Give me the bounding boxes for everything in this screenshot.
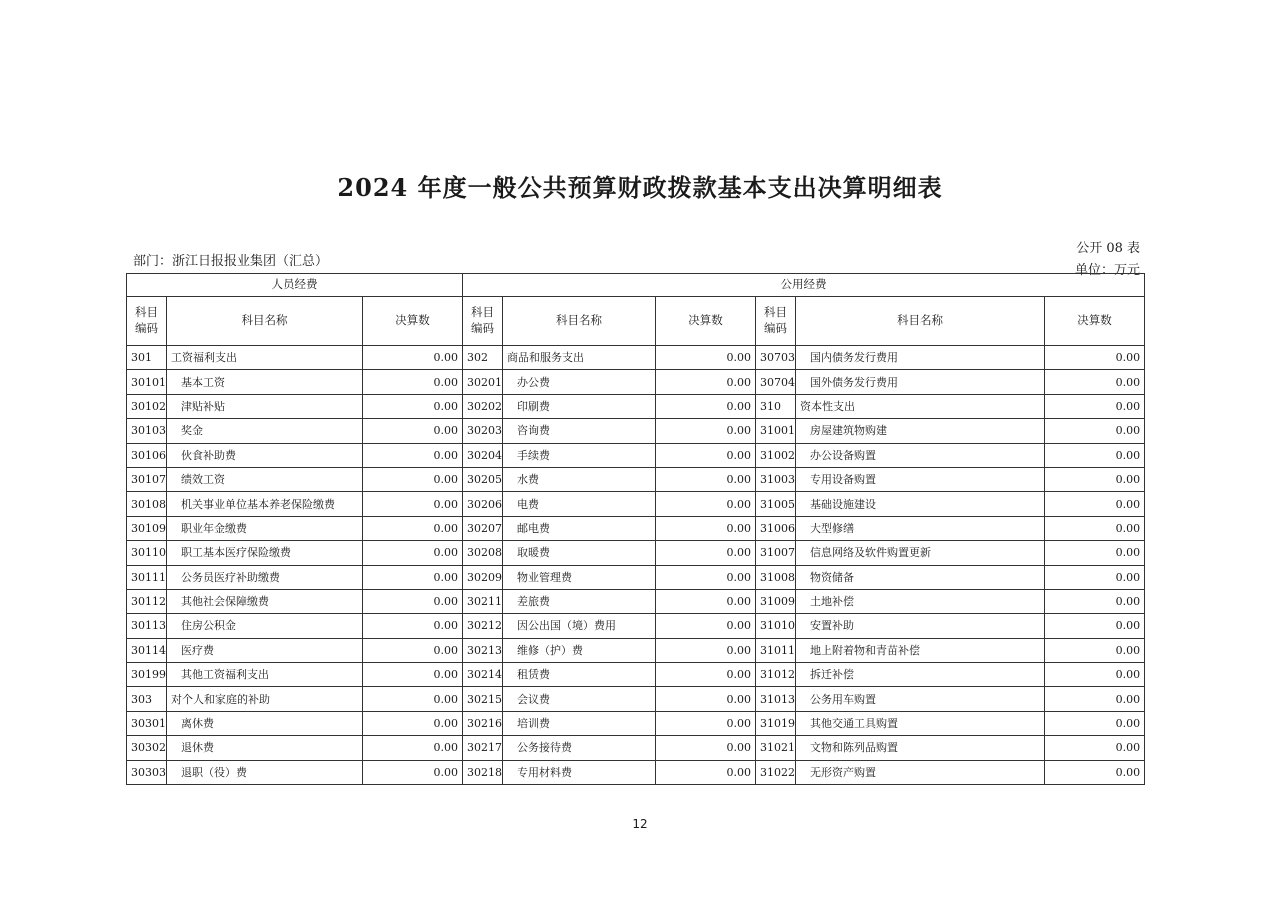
- row-name: 退职（役）费: [167, 760, 363, 784]
- row-name: 工资福利支出: [167, 346, 363, 370]
- row-amount: 0.00: [656, 346, 756, 370]
- row-amount: 0.00: [363, 346, 463, 370]
- row-name: 安置补助: [796, 614, 1045, 638]
- row-code: 30218: [463, 760, 503, 784]
- row-amount: 0.00: [363, 711, 463, 735]
- header-name: 科目名称: [503, 297, 656, 346]
- row-amount: 0.00: [1045, 370, 1145, 394]
- row-code: 30102: [127, 394, 167, 418]
- group-personnel: 人员经费: [127, 274, 463, 297]
- page-number: 12: [632, 817, 648, 831]
- row-amount: 0.00: [1045, 541, 1145, 565]
- row-code: 30205: [463, 467, 503, 491]
- header-code: 科目编码: [756, 297, 796, 346]
- row-name: 公务接待费: [503, 736, 656, 760]
- row-name: 地上附着物和青苗补偿: [796, 638, 1045, 662]
- row-amount: 0.00: [1045, 736, 1145, 760]
- row-name: 公务用车购置: [796, 687, 1045, 711]
- row-name: 信息网络及软件购置更新: [796, 541, 1045, 565]
- row-name: 文物和陈列品购置: [796, 736, 1045, 760]
- row-name: 差旅费: [503, 589, 656, 613]
- table-body: [127, 346, 1145, 785]
- row-code: 30214: [463, 663, 503, 687]
- row-name: 维修（护）费: [503, 638, 656, 662]
- table-row: [127, 394, 1145, 418]
- row-name: 会议费: [503, 687, 656, 711]
- row-code: 30208: [463, 541, 503, 565]
- header-name: 科目名称: [796, 297, 1045, 346]
- row-code: 31022: [756, 760, 796, 784]
- table-row: [127, 443, 1145, 467]
- row-code: 30302: [127, 736, 167, 760]
- row-amount: 0.00: [363, 760, 463, 784]
- row-code: 30216: [463, 711, 503, 735]
- row-name: 办公费: [503, 370, 656, 394]
- row-code: 30206: [463, 492, 503, 516]
- row-amount: 0.00: [363, 443, 463, 467]
- row-name: 国内债务发行费用: [796, 346, 1045, 370]
- table-row: [127, 614, 1145, 638]
- row-amount: 0.00: [1045, 419, 1145, 443]
- row-name: 房屋建筑物购建: [796, 419, 1045, 443]
- table-row: [127, 663, 1145, 687]
- row-amount: 0.00: [1045, 638, 1145, 662]
- row-name: 取暖费: [503, 541, 656, 565]
- row-name: 大型修缮: [796, 516, 1045, 540]
- row-code: 31003: [756, 467, 796, 491]
- row-code: 30201: [463, 370, 503, 394]
- row-code: 30202: [463, 394, 503, 418]
- row-name: 手续费: [503, 443, 656, 467]
- row-code: 30109: [127, 516, 167, 540]
- row-code: 30101: [127, 370, 167, 394]
- row-amount: 0.00: [363, 419, 463, 443]
- header-amount: 决算数: [1045, 297, 1145, 346]
- row-name: 基本工资: [167, 370, 363, 394]
- table-row: [127, 736, 1145, 760]
- row-name: 培训费: [503, 711, 656, 735]
- row-code: 31001: [756, 419, 796, 443]
- row-name: 住房公积金: [167, 614, 363, 638]
- row-code: 303: [127, 687, 167, 711]
- row-name: 职业年金缴费: [167, 516, 363, 540]
- row-amount: 0.00: [1045, 687, 1145, 711]
- row-code: 30209: [463, 565, 503, 589]
- row-code: 30704: [756, 370, 796, 394]
- row-code: 30112: [127, 589, 167, 613]
- row-amount: 0.00: [656, 492, 756, 516]
- table-row: [127, 711, 1145, 735]
- row-name: 租赁费: [503, 663, 656, 687]
- row-code: 30211: [463, 589, 503, 613]
- row-amount: 0.00: [656, 663, 756, 687]
- row-code: 30111: [127, 565, 167, 589]
- row-code: 31005: [756, 492, 796, 516]
- row-code: 31009: [756, 589, 796, 613]
- table-row: [127, 516, 1145, 540]
- page-title: 2024 年度一般公共预算财政拨款基本支出决算明细表: [337, 173, 943, 202]
- row-code: 30199: [127, 663, 167, 687]
- row-amount: 0.00: [1045, 492, 1145, 516]
- row-code: 30106: [127, 443, 167, 467]
- row-name: 对个人和家庭的补助: [167, 687, 363, 711]
- row-code: 31008: [756, 565, 796, 589]
- row-amount: 0.00: [1045, 614, 1145, 638]
- row-code: 301: [127, 346, 167, 370]
- row-amount: 0.00: [656, 736, 756, 760]
- row-code: 31010: [756, 614, 796, 638]
- row-code: 30113: [127, 614, 167, 638]
- row-amount: 0.00: [656, 687, 756, 711]
- table-row: [127, 419, 1145, 443]
- row-amount: 0.00: [363, 736, 463, 760]
- row-name: 印刷费: [503, 394, 656, 418]
- row-amount: 0.00: [1045, 467, 1145, 491]
- row-code: 30107: [127, 467, 167, 491]
- row-name: 其他交通工具购置: [796, 711, 1045, 735]
- table-row: [127, 589, 1145, 613]
- row-amount: 0.00: [656, 711, 756, 735]
- table-row: [127, 687, 1145, 711]
- row-code: 30303: [127, 760, 167, 784]
- row-amount: 0.00: [363, 370, 463, 394]
- row-amount: 0.00: [363, 663, 463, 687]
- row-name: 资本性支出: [796, 394, 1045, 418]
- row-name: 电费: [503, 492, 656, 516]
- row-amount: 0.00: [1045, 516, 1145, 540]
- row-name: 专用材料费: [503, 760, 656, 784]
- row-amount: 0.00: [656, 638, 756, 662]
- row-amount: 0.00: [1045, 589, 1145, 613]
- row-code: 30301: [127, 711, 167, 735]
- expenditure-table: [126, 273, 1145, 785]
- row-code: 30215: [463, 687, 503, 711]
- row-amount: 0.00: [1045, 394, 1145, 418]
- row-amount: 0.00: [656, 419, 756, 443]
- row-name: 拆迁补偿: [796, 663, 1045, 687]
- row-name: 专用设备购置: [796, 467, 1045, 491]
- table-row: [127, 760, 1145, 784]
- row-amount: 0.00: [1045, 711, 1145, 735]
- row-amount: 0.00: [1045, 443, 1145, 467]
- header-code: 科目编码: [127, 297, 167, 346]
- row-code: 30204: [463, 443, 503, 467]
- row-code: 30103: [127, 419, 167, 443]
- row-name: 津贴补贴: [167, 394, 363, 418]
- row-name: 绩效工资: [167, 467, 363, 491]
- row-name: 咨询费: [503, 419, 656, 443]
- row-name: 水费: [503, 467, 656, 491]
- row-amount: 0.00: [363, 541, 463, 565]
- row-code: 31007: [756, 541, 796, 565]
- header-amount: 决算数: [656, 297, 756, 346]
- row-amount: 0.00: [1045, 565, 1145, 589]
- row-name: 商品和服务支出: [503, 346, 656, 370]
- group-header-row: [127, 274, 1145, 297]
- row-name: 职工基本医疗保险缴费: [167, 541, 363, 565]
- header-code: 科目编码: [463, 297, 503, 346]
- row-code: 30203: [463, 419, 503, 443]
- table-row: [127, 467, 1145, 491]
- row-amount: 0.00: [363, 467, 463, 491]
- row-amount: 0.00: [363, 614, 463, 638]
- row-code: 31012: [756, 663, 796, 687]
- row-amount: 0.00: [656, 516, 756, 540]
- row-amount: 0.00: [656, 394, 756, 418]
- table-row: [127, 638, 1145, 662]
- row-name: 机关事业单位基本养老保险缴费: [167, 492, 363, 516]
- row-code: 31006: [756, 516, 796, 540]
- row-name: 物业管理费: [503, 565, 656, 589]
- row-name: 离休费: [167, 711, 363, 735]
- row-code: 302: [463, 346, 503, 370]
- row-name: 国外债务发行费用: [796, 370, 1045, 394]
- row-code: 30108: [127, 492, 167, 516]
- row-code: 30212: [463, 614, 503, 638]
- row-name: 无形资产购置: [796, 760, 1045, 784]
- row-code: 31021: [756, 736, 796, 760]
- row-amount: 0.00: [1045, 346, 1145, 370]
- row-code: 31011: [756, 638, 796, 662]
- row-name: 退休费: [167, 736, 363, 760]
- row-amount: 0.00: [363, 565, 463, 589]
- row-amount: 0.00: [1045, 760, 1145, 784]
- row-code: 30114: [127, 638, 167, 662]
- row-amount: 0.00: [363, 638, 463, 662]
- row-amount: 0.00: [656, 565, 756, 589]
- column-header-row: [127, 297, 1145, 346]
- row-name: 医疗费: [167, 638, 363, 662]
- row-amount: 0.00: [656, 760, 756, 784]
- row-name: 土地补偿: [796, 589, 1045, 613]
- row-code: 30703: [756, 346, 796, 370]
- table-row: [127, 346, 1145, 370]
- row-code: 30213: [463, 638, 503, 662]
- header-amount: 决算数: [363, 297, 463, 346]
- row-amount: 0.00: [363, 687, 463, 711]
- row-name: 邮电费: [503, 516, 656, 540]
- row-code: 30110: [127, 541, 167, 565]
- department-label: 部门：浙江日报报业集团（汇总）: [133, 254, 329, 269]
- row-amount: 0.00: [363, 492, 463, 516]
- row-code: 31002: [756, 443, 796, 467]
- table-row: [127, 565, 1145, 589]
- row-code: 310: [756, 394, 796, 418]
- row-amount: 0.00: [656, 370, 756, 394]
- row-name: 伙食补助费: [167, 443, 363, 467]
- group-public: 公用经费: [463, 274, 1145, 297]
- table-row: [127, 541, 1145, 565]
- row-name: 其他社会保障缴费: [167, 589, 363, 613]
- row-name: 奖金: [167, 419, 363, 443]
- row-code: 30207: [463, 516, 503, 540]
- row-amount: 0.00: [363, 516, 463, 540]
- row-name: 因公出国（境）费用: [503, 614, 656, 638]
- form-number: 公开 08 表: [1076, 241, 1140, 256]
- row-code: 31013: [756, 687, 796, 711]
- row-amount: 0.00: [656, 467, 756, 491]
- row-amount: 0.00: [656, 443, 756, 467]
- row-code: 30217: [463, 736, 503, 760]
- table-row: [127, 492, 1145, 516]
- row-amount: 0.00: [656, 589, 756, 613]
- row-amount: 0.00: [656, 541, 756, 565]
- row-name: 公务员医疗补助缴费: [167, 565, 363, 589]
- row-name: 物资储备: [796, 565, 1045, 589]
- table-row: [127, 370, 1145, 394]
- row-amount: 0.00: [363, 589, 463, 613]
- row-name: 基础设施建设: [796, 492, 1045, 516]
- header-name: 科目名称: [167, 297, 363, 346]
- row-amount: 0.00: [656, 614, 756, 638]
- unit-label: 单位：万元: [1074, 263, 1140, 278]
- row-amount: 0.00: [363, 394, 463, 418]
- row-code: 31019: [756, 711, 796, 735]
- row-name: 办公设备购置: [796, 443, 1045, 467]
- row-name: 其他工资福利支出: [167, 663, 363, 687]
- row-amount: 0.00: [1045, 663, 1145, 687]
